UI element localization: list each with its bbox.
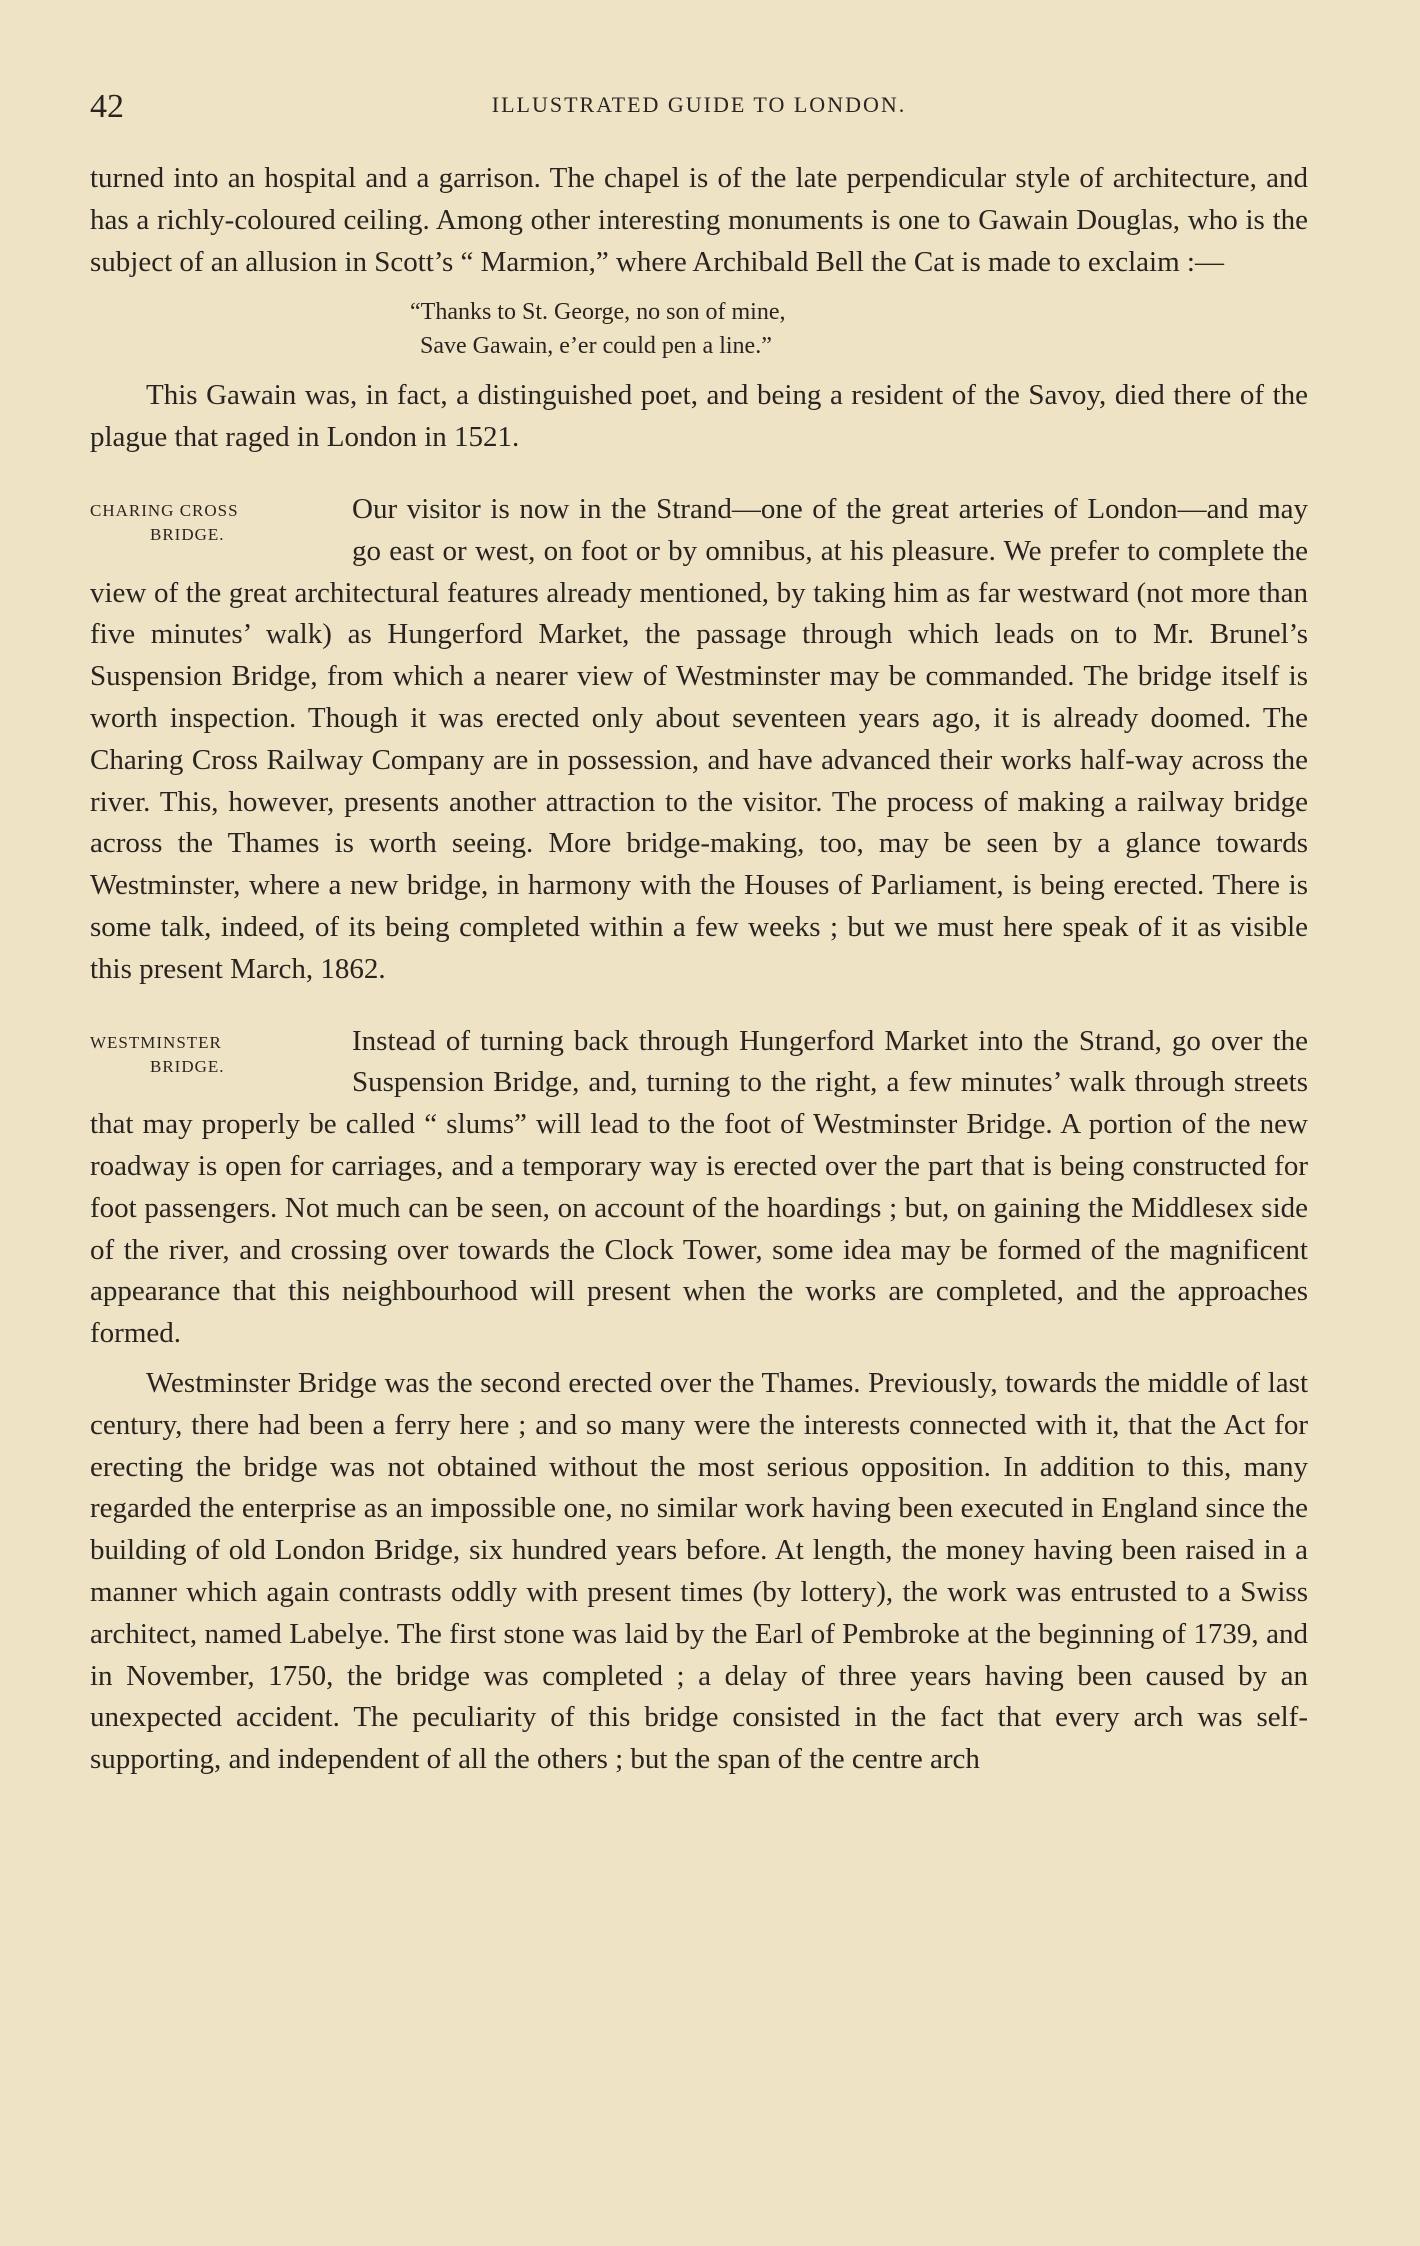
- side-note-westminster: [90, 1021, 340, 1101]
- paragraph-chapel: turned into an hospital and a garrison. The chapel is of the late perpendicular style of architecture, and has a richly-coloured ceiling. Among other interesting monuments is one to Gawain Douglas, who is the subject of an allusion in Scott’s “ Marmion,” where Archibald Bell the Cat is made to exclaim :—: [90, 162, 1308, 278]
- paragraph-gawain: This Gawain was, in fact, a distinguished poet, and being a resident of the Savoy, died there of the plague that raged in London in 1521.: [90, 379, 1308, 454]
- paragraph-suspension-bridge: Instead of turning back through Hungerford Market into the Strand, go over the Suspension Bridge, and, turning to the right, a few minutes’ walk through streets that may properly be called “ slums” will lead to the foot of Westminster Bridge. A portion of the new roadway is open for carriages, and a temporary way is erected over the part that is being constructed for foot passengers. Not much can be seen, on account of the hoardings ; but, on gaining the Middlesex side of the river, and crossing over towards the Clock Tower, some idea may be formed of the magnificent appearance that this neighbourhood will present when the works are completed, and the approaches formed.: [90, 1024, 1308, 1350]
- section-charing-cross: [90, 489, 1308, 991]
- side-note-line-2: BRIDGE.: [150, 524, 225, 544]
- side-note-line-1: WESTMINSTER: [90, 1032, 222, 1052]
- paragraph-strand: Our visitor is now in the Strand—one of the great arteries of London—and may go east or west, on foot or by omnibus, at his pleasure. We prefer to complete the view of the great architectural features already mentioned, by taking him as far westward (not more than five minutes’ walk) as Hungerford Market, the passage through which leads on to Mr. Brunel’s Suspension Bridge, from which a nearer view of Westminster may be commanded. The bridge itself is worth inspection. Though it was erected only about seventeen years ago, it is already doomed. The Charing Cross Railway Company are in possession, and have advanced their works half-way across the river. This, however, presents another attraction to the visitor. The process of making a railway bridge across the Thames is worth seeing. More bridge-making, too, may be seen by a glance towards Westminster, where a new bridge, in harmony with the Houses of Parliament, is being erected. There is some talk, indeed, of its being completed within a few weeks ; but we must here speak of it as visible this present March, 1862.: [90, 492, 1308, 985]
- page-number: 42: [90, 88, 124, 125]
- side-note-charing-cross: [90, 489, 340, 569]
- verse-quote: [410, 295, 1308, 363]
- text-column: [90, 88, 1308, 1781]
- paragraph-westminster-history: Westminster Bridge was the second erected over the Thames. Previously, towards the middle of last century, there had been a ferry here ; and so many were the interests connected with it, that the Act for erecting the bridge was not obtained without the most serious opposition. In addition to this, many regarded the enterprise as an impossible one, no similar work having been executed in England since the building of old London Bridge, six hundred years before. At length, the money having been raised in a manner which again contrasts oddly with present times (by lottery), the work was entrusted to a Swiss architect, named Labelye. The first stone was laid by the Earl of Pembroke at the beginning of 1739, and in November, 1750, the bridge was completed ; a delay of three years having been caused by an unexpected accident. The peculiarity of this bridge consisted in the fact that every arch was self-supporting, and independent of all the others ; but the span of the centre arch: [90, 1366, 1308, 1776]
- running-title: ILLUSTRATED GUIDE TO LONDON.: [491, 92, 907, 117]
- page-header: [90, 88, 1308, 136]
- side-note-line-2: BRIDGE.: [150, 1056, 225, 1076]
- verse-line-1: “Thanks to St. George, no son of mine,: [410, 299, 786, 326]
- side-note-line-1: CHARING CROSS: [90, 500, 239, 520]
- section-westminster: [90, 1021, 1308, 1355]
- verse-line-2: Save Gawain, e’er could pen a line.”: [420, 333, 772, 360]
